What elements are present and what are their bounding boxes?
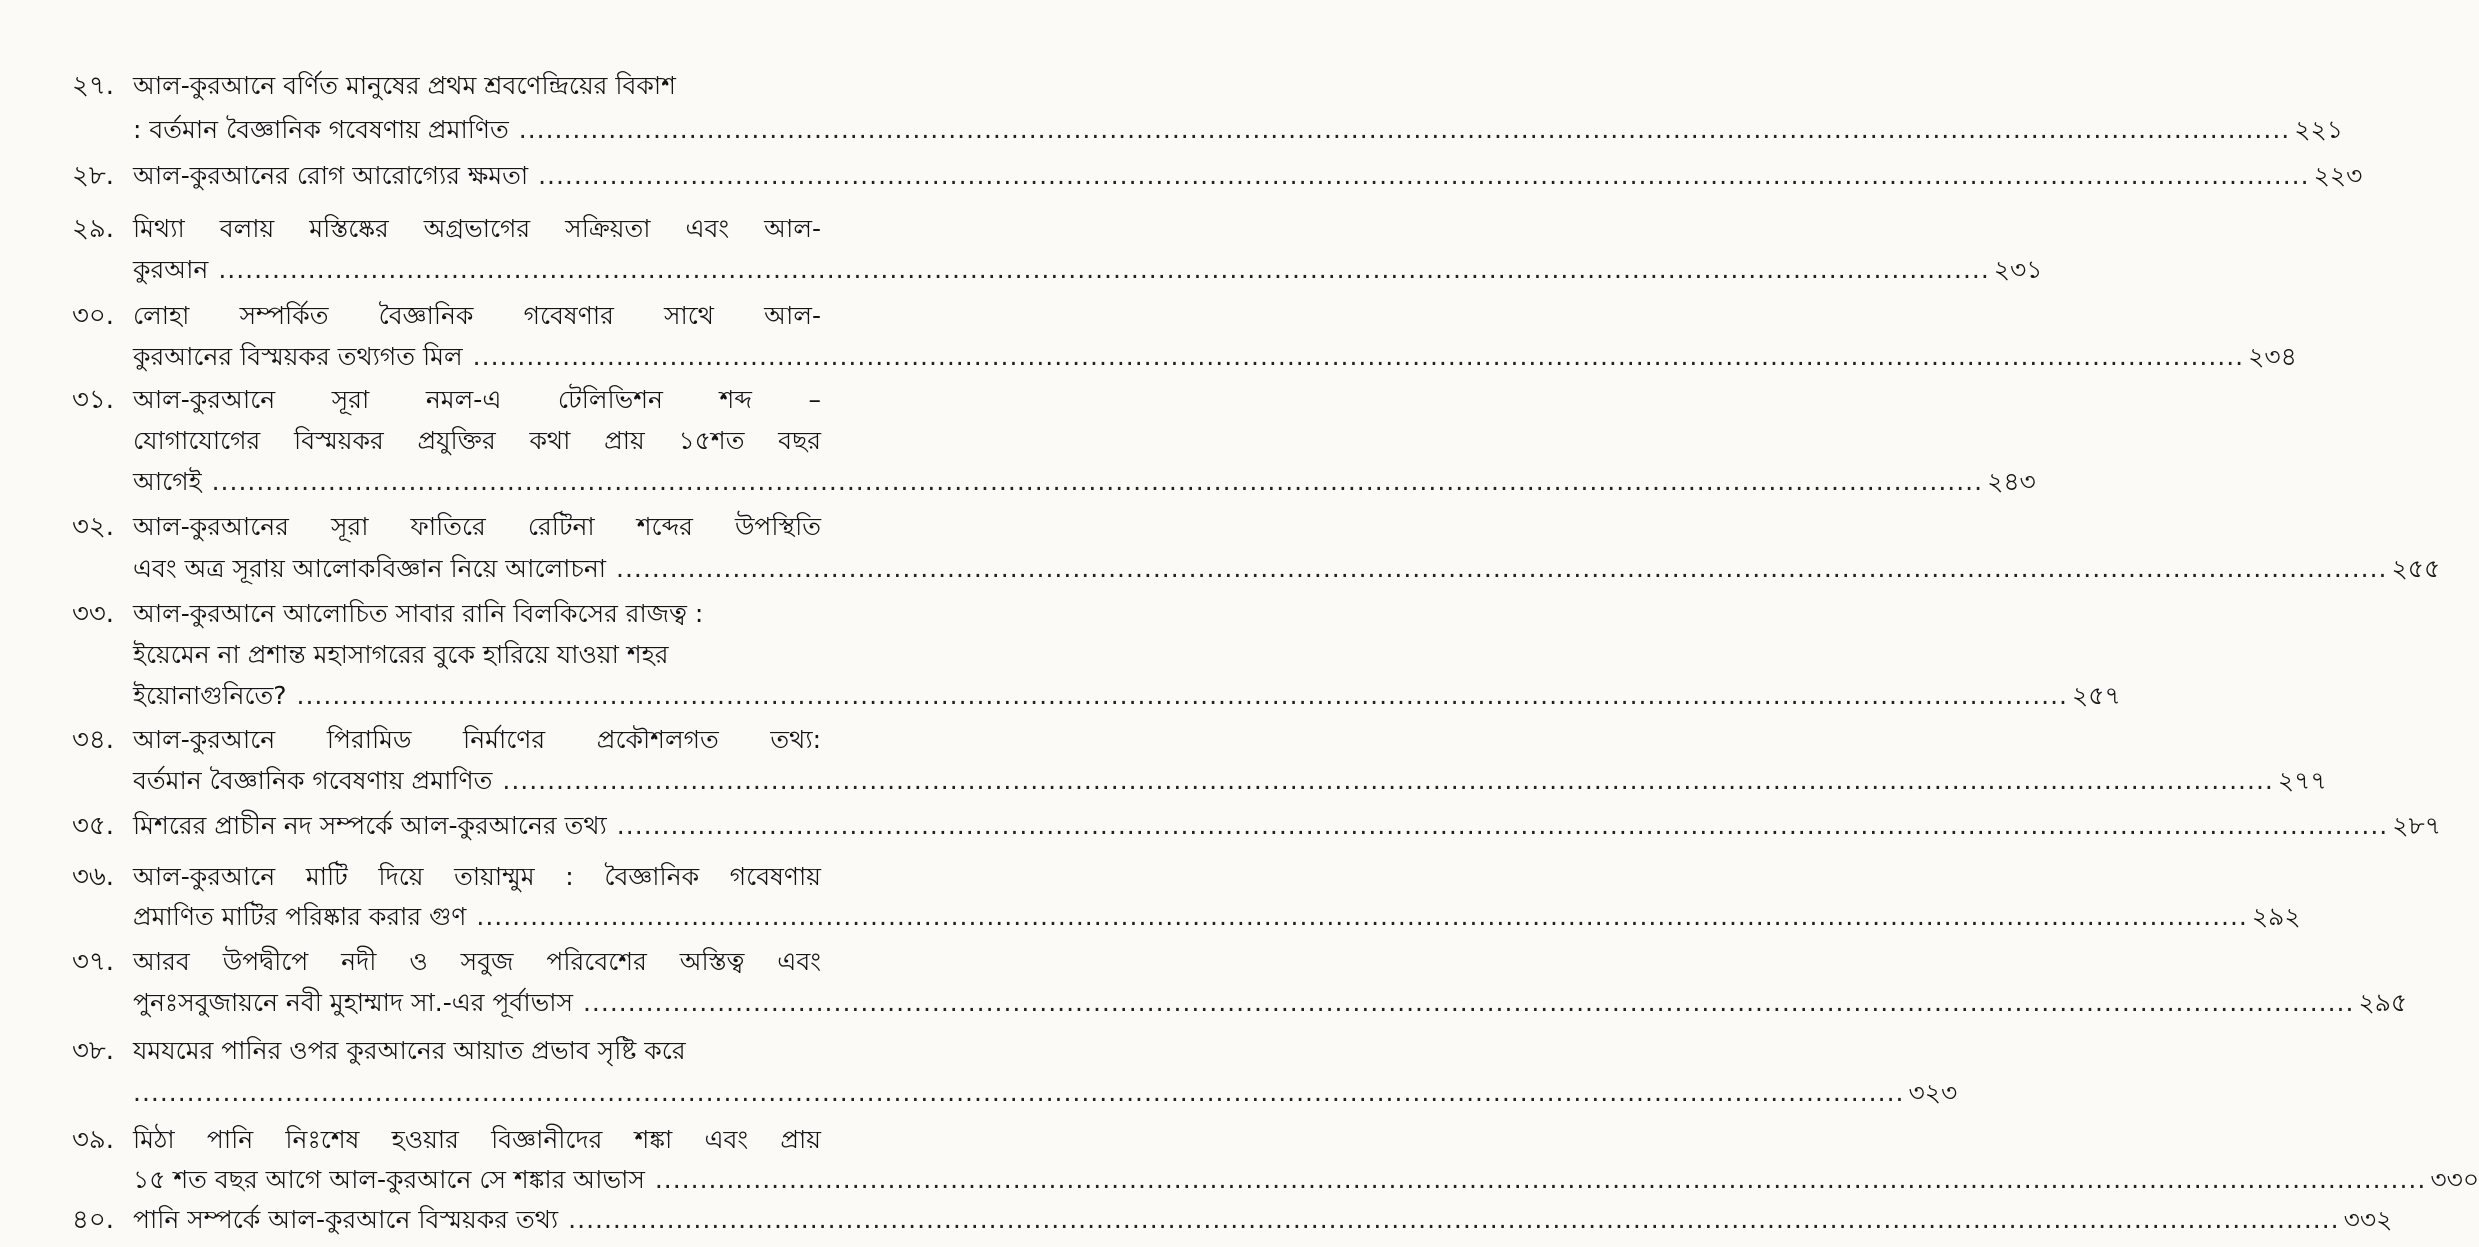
dot-leader: ...................................................................................................................................................................................................... — [296, 681, 2068, 710]
entry-title-line: মিথ্যা বলায় মস্তিষ্কের অগ্রভাগের সক্রিয়তা এবং আল- — [133, 214, 821, 243]
page-number: ২৫৭ — [2072, 681, 2121, 710]
dot-leader: ...................................................................................................................................................................................................... — [502, 766, 2274, 795]
page-number: ৩২৩ — [1908, 1078, 1958, 1107]
page-number: ২২১ — [2294, 115, 2343, 144]
entry-title-line: আল-কুরআনে সূরা নমল-এ টেলিভিশন শব্দ – — [133, 385, 821, 414]
entry-number: ৩৭. — [72, 947, 115, 977]
entry-number: ২৭. — [72, 71, 115, 101]
entry-title-line: যমযমের পানির ওপর কুরআনের আয়াত প্রভাব সৃষ্টি করে — [133, 1036, 686, 1065]
entry-number: ৩৩. — [72, 599, 115, 629]
entry-title-line: আরব উপদ্বীপে নদী ও সবুজ পরিবেশের অস্তিত্ব এবং — [133, 947, 821, 976]
entry-title-line: পুনঃসবুজায়নে নবী মুহাম্মাদ সা.-এর পূর্বাভাস — [133, 988, 573, 1017]
dot-leader: ...................................................................................................................................................................................................... — [568, 1205, 2340, 1234]
dot-leader: ...................................................................................................................................................................................................... — [218, 255, 1990, 284]
entry-title-line: পানি সম্পর্কে আল-কুরআনে বিস্ময়কর তথ্য — [133, 1205, 559, 1234]
entry-title-line: ১৫ শত বছর আগে আল-কুরআনে সে শঙ্কার আভাস — [133, 1165, 645, 1194]
dot-leader: ...................................................................................................................................................................................................... — [472, 342, 2245, 371]
entry-title-line: আল-কুরআনে পিরামিড নির্মাণের প্রকৌশলগত তথ্য: — [133, 725, 821, 754]
entry-title-line: : বর্তমান বৈজ্ঞানিক গবেষণায় প্রমাণিত — [133, 115, 509, 144]
entry-title-line: এবং অত্র সূরায় আলোকবিজ্ঞান নিয়ে আলোচনা — [133, 554, 607, 583]
entry-number: ৩৮. — [72, 1036, 115, 1066]
entry-title-line: আল-কুরআনে আলোচিত সাবার রানি বিলকিসের রাজত্ব : — [133, 599, 704, 628]
entry-number: ৩৫. — [72, 811, 115, 841]
entry-number: ৩১. — [72, 385, 115, 415]
page-number: ২৯৫ — [2358, 988, 2408, 1017]
entry-title-line: ইয়োনাগুনিতে? — [133, 681, 287, 710]
dot-leader: ...................................................................................................................................................................................................... — [616, 811, 2389, 840]
dot-leader: ...................................................................................................................................................................................................... — [476, 902, 2248, 931]
page-number: ২৫৫ — [2391, 554, 2441, 583]
entry-number: ৪০. — [72, 1205, 115, 1235]
entry-title-line: মিশরের প্রাচীন নদ সম্পর্কে আল-কুরআনের তথ্য — [133, 811, 607, 840]
page-number: ২৩৪ — [2248, 342, 2297, 371]
entry-title-line: প্রমাণিত মাটির পরিষ্কার করার গুণ — [133, 902, 467, 931]
dot-leader: ...................................................................................................................................................................................................... — [518, 115, 2291, 144]
entry-number: ৩৪. — [72, 725, 115, 755]
entry-title-line: যোগাযোগের বিস্ময়কর প্রযুক্তির কথা প্রায় ১৫শত বছর — [133, 426, 821, 455]
page-number: ২২৩ — [2313, 161, 2363, 190]
entry-title-line: লোহা সম্পর্কিত বৈজ্ঞানিক গবেষণার সাথে আল- — [133, 301, 821, 330]
entry-number: ৩২. — [72, 512, 115, 542]
entry-title-line: আগেই — [133, 467, 202, 496]
entry-title-line: মিঠা পানি নিঃশেষ হওয়ার বিজ্ঞানীদের শঙ্কা এবং প্রায় — [133, 1125, 821, 1154]
entry-number: ৩৬. — [72, 862, 115, 892]
entry-title-line: ইয়েমেন না প্রশান্ত মহাসাগরের বুকে হারিয়ে যাওয়া শহর — [133, 640, 669, 669]
entry-title-line: কুরআনের বিস্ময়কর তথ্যগত মিল — [133, 342, 463, 371]
dot-leader: ...................................................................................................................................................................................................... — [654, 1165, 2427, 1194]
entry-number: ৩৯. — [72, 1125, 115, 1155]
dot-leader: ...................................................................................................................................................................................................... — [616, 554, 2388, 583]
entry-title-line: আল-কুরআনের রোগ আরোগ্যের ক্ষমতা — [133, 161, 529, 190]
entry-number: ২৯. — [72, 214, 115, 244]
entry-number: ২৮. — [72, 161, 115, 191]
entry-title-line: আল-কুরআনে মাটি দিয়ে তায়াম্মুম : বৈজ্ঞানিক গবেষণায় — [133, 862, 821, 891]
entry-title-line: আল-কুরআনে বর্ণিত মানুষের প্রথম শ্রবণেন্দ্রিয়ের বিকাশ — [133, 71, 676, 100]
entry-number: ৩০. — [72, 301, 115, 331]
page-number: ৩৩২ — [2343, 1205, 2393, 1234]
entry-title-line: আল-কুরআনের সূরা ফাতিরে রেটিনা শব্দের উপস্থিতি — [133, 512, 821, 541]
page-number: ২৩১ — [1993, 255, 2043, 284]
page-number: ২৯২ — [2251, 902, 2301, 931]
dot-leader: ...................................................................................................................................................................................................... — [211, 467, 1984, 496]
dot-leader: ...................................................................................................................................................................................................... — [538, 161, 2310, 190]
dot-leader: ...................................................................................................................................................................................................... — [133, 1078, 1905, 1107]
page-number: ২৪৩ — [1987, 467, 2036, 496]
page-number: ২৭৭ — [2277, 766, 2327, 795]
page-number: ৩৩০ — [2430, 1165, 2479, 1194]
entry-title-line: কুরআন — [133, 255, 209, 284]
entry-title-line: বর্তমান বৈজ্ঞানিক গবেষণায় প্রমাণিত — [133, 766, 493, 795]
page-number: ২৮৭ — [2392, 811, 2441, 840]
dot-leader: ...................................................................................................................................................................................................... — [582, 988, 2355, 1017]
